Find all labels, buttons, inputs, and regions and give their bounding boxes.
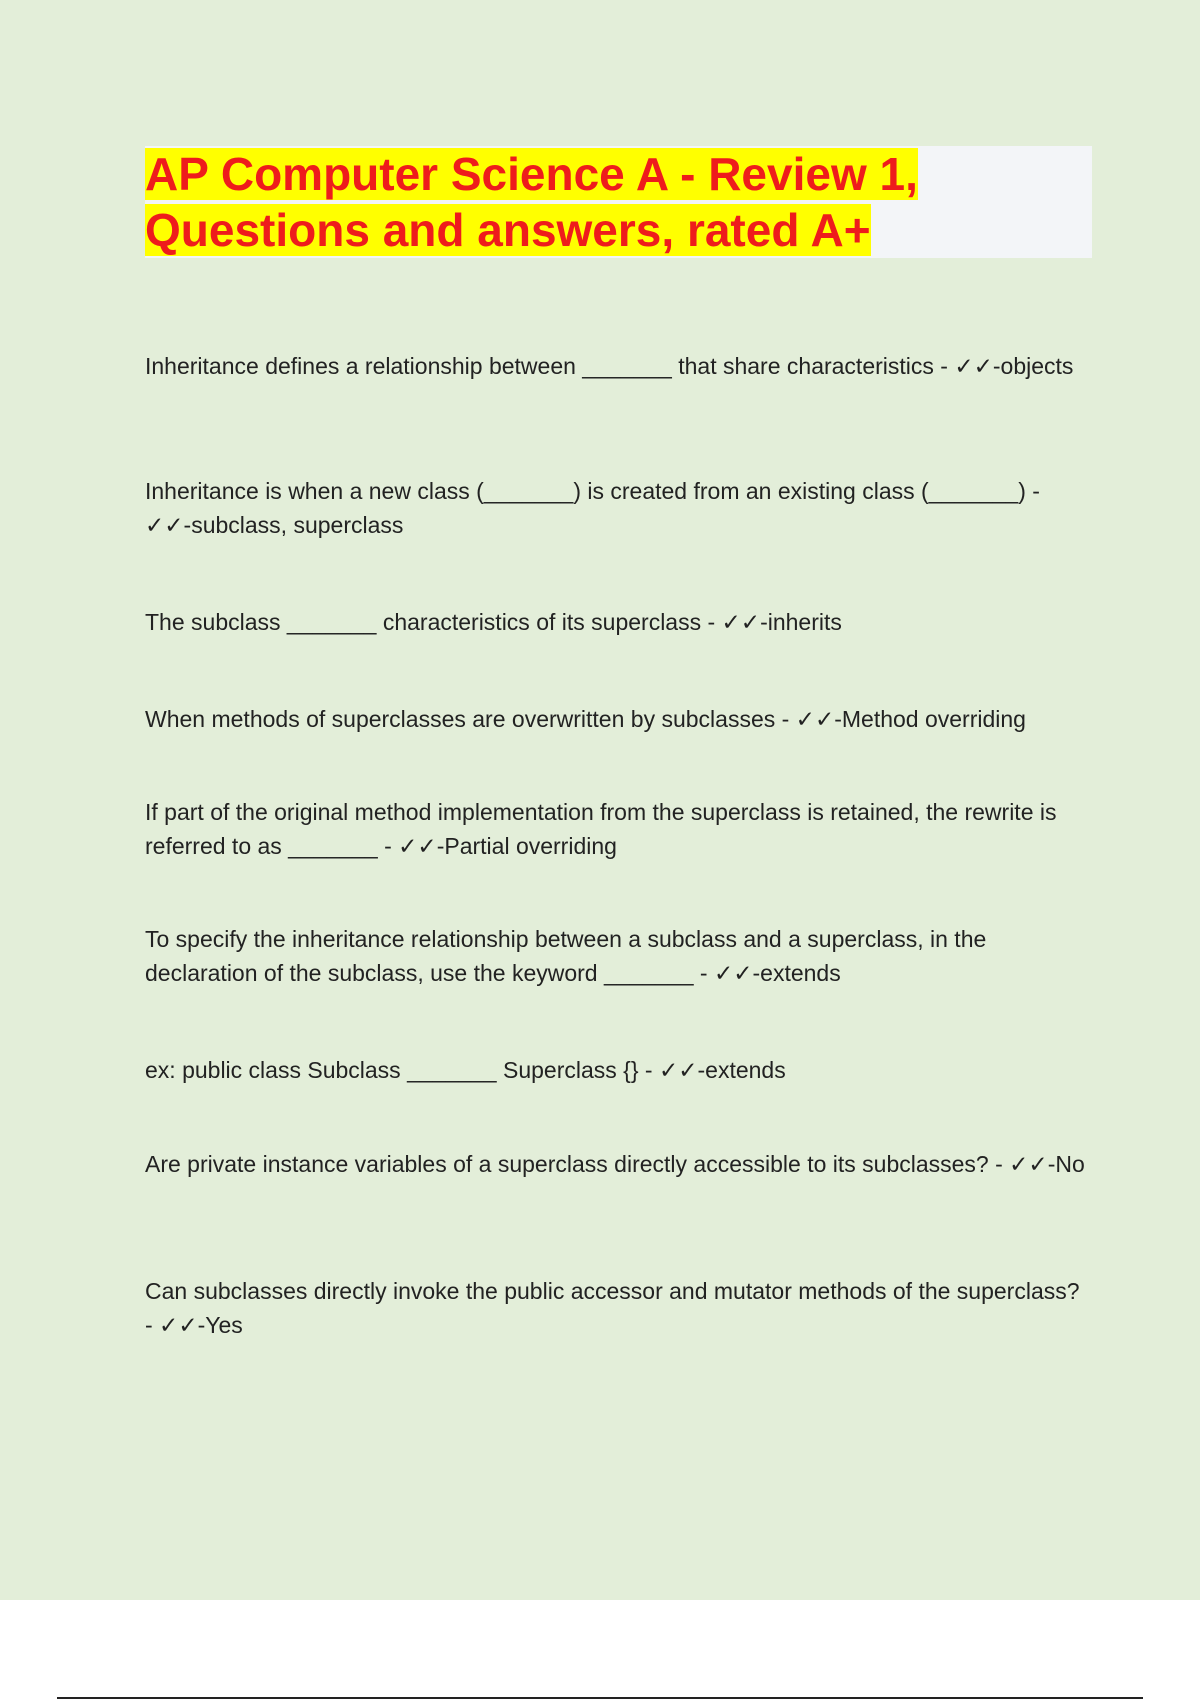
- qa-item-7: ex: public class Subclass _______ Superclass {} - ✓✓-extends: [145, 1057, 786, 1083]
- title-line-2: Questions and answers, rated A+: [145, 204, 871, 256]
- qa-item-6: To specify the inheritance relationship between a subclass and a superclass, in the declaration of the subclass, use the keyword _______ - ✓✓-extends: [145, 926, 987, 986]
- qa-item-2: Inheritance is when a new class (_______) is created from an existing class (_______) - ✓✓-subclass, superclass: [145, 478, 1040, 538]
- document-title: [145, 146, 1045, 258]
- qa-item-3: The subclass _______ characteristics of its superclass - ✓✓-inherits: [145, 609, 842, 635]
- title-line-1: AP Computer Science A - Review 1,: [145, 148, 918, 200]
- qa-item-1: Inheritance defines a relationship between _______ that share characteristics - ✓✓-objects: [145, 353, 1074, 379]
- footer-rule: [57, 1697, 1143, 1699]
- qa-item-5: If part of the original method implementation from the superclass is retained, the rewrite is referred to as _______ - ✓✓-Partial overriding: [145, 799, 1057, 859]
- qa-item-4: When methods of superclasses are overwritten by subclasses - ✓✓-Method overriding: [145, 706, 1026, 732]
- qa-item-8: Are private instance variables of a superclass directly accessible to its subclasses? - ✓✓-No: [145, 1151, 1085, 1177]
- qa-item-9: Can subclasses directly invoke the public accessor and mutator methods of the superclass? - ✓✓-Yes: [145, 1278, 1080, 1338]
